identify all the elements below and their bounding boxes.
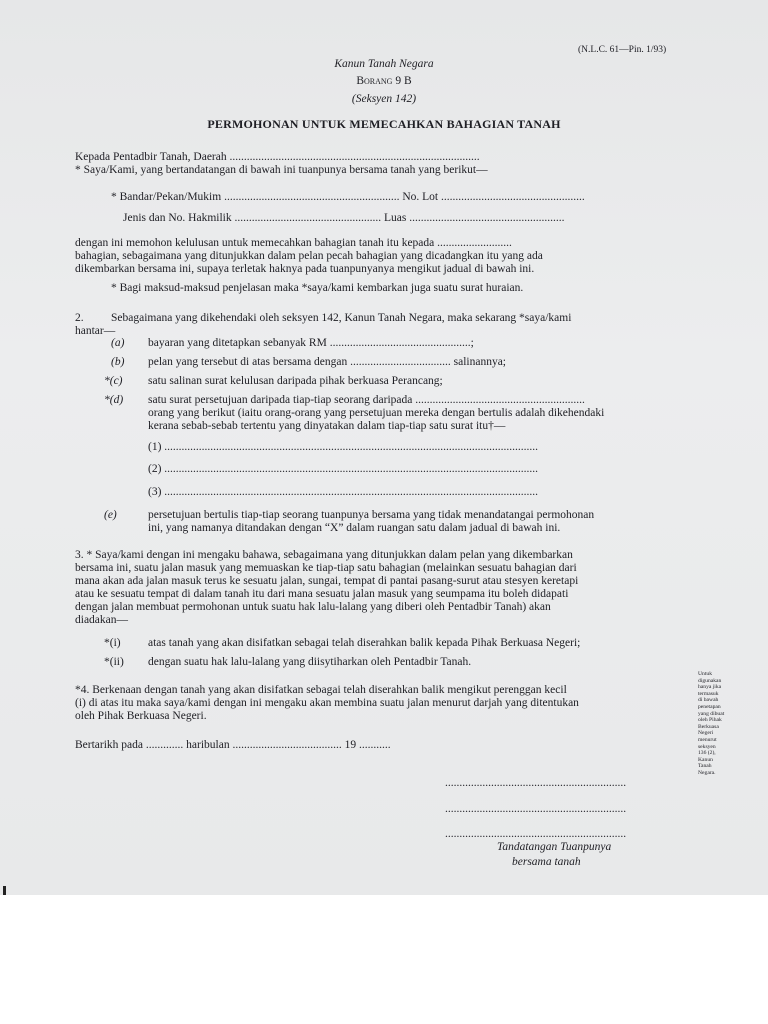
- addressee-line: Kepada Pentadbir Tanah, Daerah .......................................................................................: [75, 151, 480, 163]
- consent-line-2: (2) ..................................................................................................................................: [148, 463, 539, 475]
- section-3-line: dengan jalan membuat permohonan untuk suatu hak lalu-lalang yang diberi oleh Pentadbir Tanah) akan: [75, 601, 551, 613]
- margin-note-line: oleh Pihak: [698, 717, 722, 724]
- item-text: satu surat persetujuan daripada tiap-tiap seorang daripada ...........................................................: [148, 394, 585, 406]
- title-area-line: Jenis dan No. Hakmilik ................................................... Luas ......................................................: [123, 212, 565, 224]
- intro-paragraph-line: dikembarkan bersama ini, supaya terletak haknya pada tuanpunyanya mengikut jadual di bawah ini.: [75, 263, 535, 275]
- item-d-continuation: orang yang berikut (iaitu orang-orang yang persetujuan mereka dengan bertulis adalah dikehendaki: [148, 407, 605, 419]
- margin-note-line: penetapan: [698, 703, 721, 710]
- signature-caption: Tandatangan Tuanpunya: [497, 841, 612, 853]
- margin-note-line: Tanah: [698, 763, 712, 770]
- margin-note-line: Negeri: [698, 730, 714, 737]
- owners-line: * Saya/Kami, yang bertandatangan di bawah ini tuanpunya bersama tanah yang berikut—: [75, 164, 488, 176]
- item-label: *(d): [104, 394, 124, 406]
- item-text: satu salinan surat kelulusan daripada pihak berkuasa Perancang;: [148, 375, 443, 387]
- margin-note-line: 136 (2),: [698, 750, 716, 757]
- margin-note-line: Negara.: [698, 769, 716, 776]
- act-name: Kanun Tanah Negara: [334, 58, 434, 70]
- margin-note-line: digunakan: [698, 677, 722, 684]
- consent-line-1: (1) ..................................................................................................................................: [148, 441, 539, 453]
- margin-note-line: Kanun: [698, 756, 713, 763]
- margin-note-line: di bawah: [698, 697, 719, 704]
- item-text: bayaran yang ditetapkan sebanyak RM .................................................;: [148, 337, 474, 349]
- margin-note: [698, 671, 746, 777]
- page-title: PERMOHONAN UNTUK MEMECAHKAN BAHAGIAN TANAH: [207, 117, 561, 131]
- item-text: pelan yang tersebut di atas bersama dengan ................................... salinannya;: [148, 356, 507, 368]
- item-label: (b): [111, 356, 125, 368]
- item-label: (a): [111, 337, 125, 349]
- explanation-note: * Bagi maksud-maksud penjelasan maka *saya/kami kembarkan juga suatu surat huraian.: [111, 282, 524, 294]
- section-2-line: Sebagaimana yang dikehendaki oleh seksyen 142, Kanun Tanah Negara, maka sekarang *saya/kami: [111, 312, 572, 324]
- item-text: dengan suatu hak lalu-lalang yang diisytiharkan oleh Pentadbir Tanah.: [148, 656, 472, 668]
- consent-line-3: (3) ..................................................................................................................................: [148, 486, 539, 498]
- margin-note-line: yang dibuat: [698, 710, 725, 717]
- item-label: (e): [104, 509, 117, 521]
- section-2-line: hantar—: [75, 325, 116, 337]
- signature-line: ...............................................................: [445, 803, 627, 815]
- item-text: atas tanah yang akan disifatkan sebagai telah diserahkan balik kepada Pihak Berkuasa Negeri;: [148, 637, 581, 649]
- form-number: Borang 9 B: [356, 75, 412, 87]
- margin-note-line: termasuk: [698, 690, 719, 697]
- item-label: *(c): [104, 375, 123, 387]
- item-label: *(ii): [104, 656, 124, 668]
- section-ref: (Seksyen 142): [351, 93, 417, 105]
- item-text: ini, yang namanya ditandakan dengan “X” dalam ruangan satu dalam jadual di bawah ini.: [148, 522, 561, 534]
- scan-edge-mark: [3, 886, 6, 895]
- item-d-continuation: kerana sebab-sebab tertentu yang dinyatakan dalam tiap-tiap satu surat itu†—: [148, 420, 506, 432]
- section-3-line: 3. * Saya/kami dengan ini mengaku bahawa, sebagaimana yang ditunjukkan dalam pelan yang dikembarkan: [75, 549, 573, 561]
- margin-note-line: seksyen: [698, 743, 716, 750]
- intro-paragraph-line: dengan ini memohon kelulusan untuk memecahkan bahagian tanah itu kepada ..........................: [75, 237, 512, 249]
- date-line: Bertarikh pada ............. haribulan ...................................... 19 ...........: [75, 739, 391, 751]
- section-3-line: atau ke sesuatu tempat di dalam tanah itu dari mana sesuatu jalan masuk yang seumpama itu boleh didapati: [75, 588, 569, 600]
- section-3-line: diadakan—: [75, 614, 129, 626]
- section-4-line: (i) di atas itu maka saya/kami dengan ini mengaku akan membina suatu jalan menurut darjah yang ditentukan: [75, 697, 579, 709]
- margin-note-line: menurut: [698, 736, 717, 743]
- section-3-line: mana akan ada jalan masuk terus ke sesuatu jalan, sungai, tempat di pantai pasang-surut atau stesyen keretapi: [75, 575, 579, 587]
- margin-note-line: hanya jika: [698, 684, 722, 691]
- intro-paragraph-line: bahagian, sebagaimana yang ditunjukkan dalam pelan pecah bahagian yang dicadangkan itu yang ada: [75, 250, 543, 262]
- section-4-line: oleh Pihak Berkuasa Negeri.: [75, 710, 207, 722]
- section-4-line: *4. Berkenaan dengan tanah yang akan disifatkan sebagai telah diserahkan balik mengikut perenggan kecil: [75, 684, 567, 696]
- item-text: persetujuan bertulis tiap-tiap seorang tuanpunya bersama yang tidak menandatangai permohonan: [148, 509, 595, 521]
- signature-line: ...............................................................: [445, 777, 627, 789]
- margin-note-line: Berkuasa: [698, 723, 719, 730]
- form-reference: (N.L.C. 61—Pin. 1/93): [578, 45, 667, 55]
- item-label: *(i): [104, 637, 121, 649]
- section-2-number: 2.: [75, 312, 84, 324]
- margin-note-line: Untuk: [698, 671, 712, 677]
- signature-caption: bersama tanah: [512, 856, 581, 868]
- signature-line: ...............................................................: [445, 828, 627, 840]
- section-3-line: bersama ini, suatu jalan masuk yang memuaskan ke tiap-tiap satu bahagian (melainkan sesuatu bahagian dari: [75, 562, 577, 574]
- town-lot-line: * Bandar/Pekan/Mukim ............................................................. No. Lot ..................................................: [111, 191, 585, 203]
